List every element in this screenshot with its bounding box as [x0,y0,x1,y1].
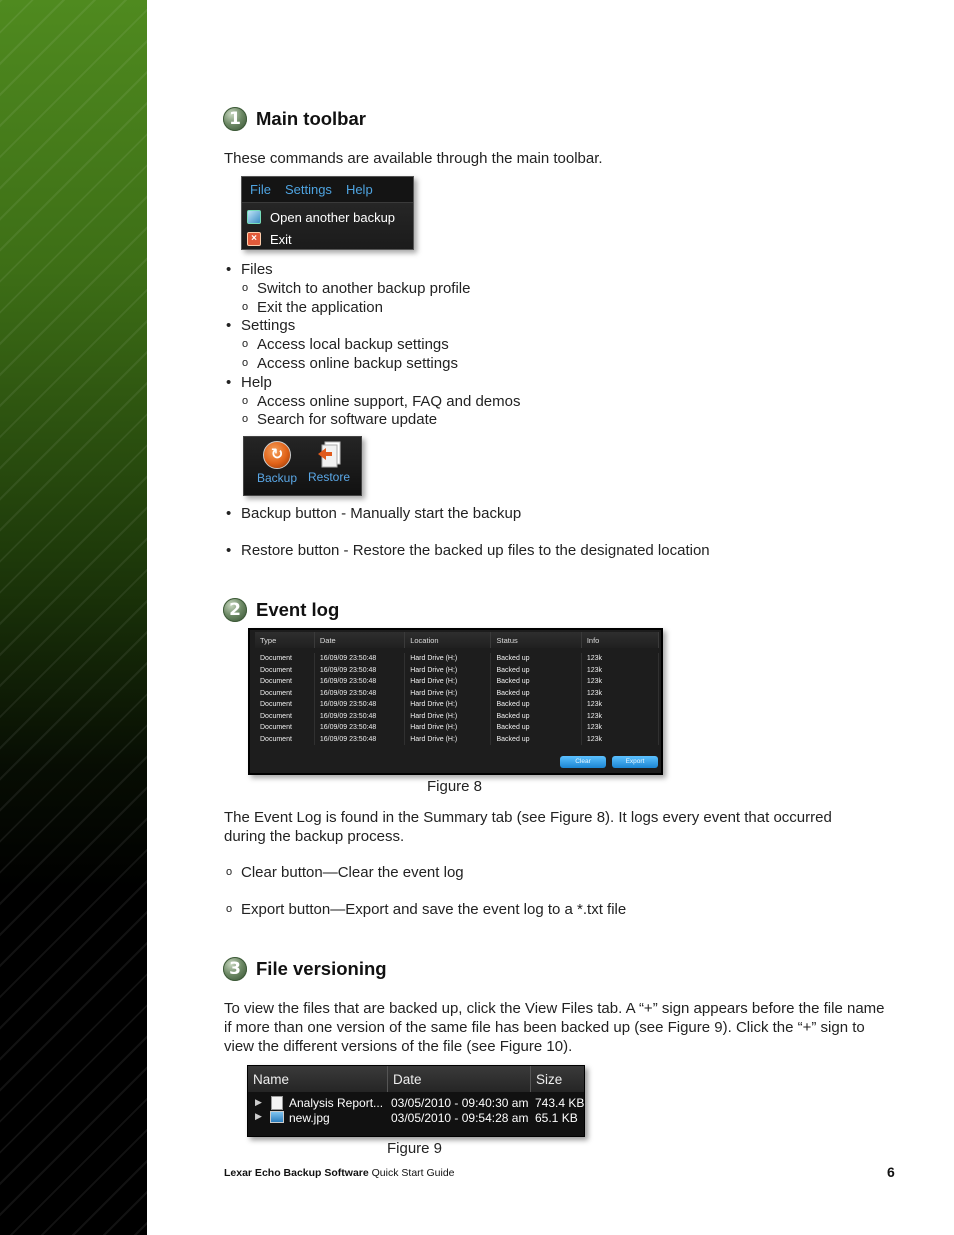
event-log-body [255,648,659,745]
section-title: Event log [256,599,340,620]
list-item: o Access online support, FAQ and demos [224,393,520,412]
file-date: 03/05/2010 - 09:40:30 am [391,1096,529,1110]
table-row[interactable] [255,699,659,711]
table-cell: Backed up [491,711,581,723]
table-cell: Hard Drive (H:) [405,688,491,700]
section-title: File versioning [256,958,387,979]
table-cell: Document [255,711,314,723]
event-log-table [255,632,659,745]
table-cell: 16/09/09 23:50:48 [314,734,404,746]
file-name: new.jpg [289,1111,330,1125]
table-cell: Hard Drive (H:) [405,665,491,677]
table-row[interactable] [255,653,659,665]
table-cell: Hard Drive (H:) [405,653,491,665]
table-cell: 123k [581,734,658,746]
table-cell: 123k [581,688,658,700]
table-row[interactable] [255,722,659,734]
list-item: o Switch to another backup profile [224,280,520,299]
menu-help[interactable]: Help [345,182,373,197]
table-cell: Backed up [491,734,581,746]
list-item: • Backup button - Manually start the backup [224,505,521,524]
table-cell: Backed up [491,653,581,665]
table-cell: Document [255,699,314,711]
table-cell: 123k [581,711,658,723]
table-cell: Hard Drive (H:) [405,722,491,734]
table-cell: 16/09/09 23:50:48 [314,711,404,723]
event-log-screenshot [248,628,663,775]
list-item: • Files [224,261,520,280]
list-item: • Settings [224,317,520,336]
image-icon [270,1111,284,1123]
number-3-icon: 3 [223,957,247,981]
page-number: 6 [887,1164,895,1180]
event-log-buttons-list [224,864,464,883]
number-2-icon: 2 [223,598,247,622]
section-title: Main toolbar [256,108,366,129]
figure-8-caption: Figure 8 [427,778,483,795]
list-item: o Search for software update [224,411,520,430]
list-item: • Help [224,374,520,393]
table-cell: 123k [581,722,658,734]
table-cell: 16/09/09 23:50:48 [314,653,404,665]
menu-screenshot [241,176,414,250]
table-cell: Document [255,734,314,746]
table-cell: 123k [581,665,658,677]
restore-icon [317,441,341,468]
table-cell: 16/09/09 23:50:48 [314,688,404,700]
list-item: o Access local backup settings [224,336,520,355]
backup-icon: ↻ [263,441,291,469]
footer-title [224,1167,455,1179]
col-header-status[interactable]: Status [491,632,581,648]
document-icon [271,1096,283,1110]
table-cell: 123k [581,699,658,711]
table-cell: 16/09/09 23:50:48 [314,665,404,677]
restore-button[interactable] [303,441,355,484]
footer-product: Lexar Echo Backup Software [224,1167,369,1179]
decorative-sidebar [0,0,147,1235]
table-cell: 16/09/09 23:50:48 [314,676,404,688]
expand-arrow-icon[interactable]: ▶ [255,1097,262,1107]
toolbar-buttons-screenshot [243,436,362,496]
list-item: o Exit the application [224,299,520,318]
export-button[interactable]: Export [612,756,658,768]
file-date: 03/05/2010 - 09:54:28 am [391,1111,529,1125]
menu-bar [242,177,413,203]
col-header-info[interactable]: Info [581,632,658,648]
toolbar-buttons-list [224,505,521,524]
table-cell: Hard Drive (H:) [405,711,491,723]
restore-label: Restore [307,470,351,484]
table-cell: 16/09/09 23:50:48 [314,699,404,711]
toolbar-buttons-list-2 [224,542,710,561]
section-heading-event-log [223,598,339,622]
col-header-date[interactable]: Date [314,632,404,648]
file-versioning-description: To view the files that are backed up, click the View Files tab. A “+” sign appears before the file name if more than one version of the same file has been backed up (see Figure 9). Click the “+” sign to view the different versions of the file (see Figure 10). [224,1000,885,1055]
exit-icon: × [247,232,261,246]
table-row[interactable] [255,665,659,677]
col-header-name[interactable]: Name [248,1066,388,1092]
list-item: • Restore button - Restore the backed up files to the designated location [224,542,710,561]
clear-button[interactable]: Clear [560,756,606,768]
table-cell: 16/09/09 23:50:48 [314,722,404,734]
table-cell: Hard Drive (H:) [405,676,491,688]
menu-file[interactable]: File [250,182,271,197]
table-row[interactable] [255,711,659,723]
col-header-type[interactable]: Type [255,632,314,648]
backup-button[interactable] [251,441,303,485]
event-log-buttons-list-2 [224,901,626,920]
section-heading-main-toolbar [223,107,366,131]
table-cell: Backed up [491,676,581,688]
col-header-location[interactable]: Location [405,632,491,648]
table-cell: Hard Drive (H:) [405,734,491,746]
menu-item-open-another-backup[interactable] [242,206,413,228]
table-cell: Backed up [491,688,581,700]
list-item: o Export button—Export and save the event log to a *.txt file [224,901,626,920]
menu-item-label: Exit [270,231,292,247]
menu-item-exit[interactable] [242,228,413,250]
list-item: o Access online backup settings [224,355,520,374]
table-cell: 123k [581,653,658,665]
table-cell: Document [255,688,314,700]
table-cell: Hard Drive (H:) [405,699,491,711]
open-backup-icon [247,210,261,224]
list-item: o Clear button—Clear the event log [224,864,464,883]
table-cell: Backed up [491,665,581,677]
expand-arrow-icon[interactable]: ▶ [255,1111,262,1121]
menu-item-label: Open another backup [270,209,396,225]
event-log-description: The Event Log is found in the Summary tab (see Figure 8). It logs every event that occurred during the backup process. [224,809,832,845]
number-1-icon: 1 [223,107,247,131]
table-cell: Document [255,653,314,665]
table-cell: Backed up [491,722,581,734]
file-size: 65.1 KB [535,1111,578,1125]
file-list-screenshot [247,1065,585,1137]
section-intro: These commands are available through the main toolbar. [224,150,603,167]
toolbar-menu-list [224,261,520,430]
table-cell: Document [255,722,314,734]
figure-9-caption: Figure 9 [387,1140,443,1157]
section-heading-file-versioning [223,957,387,981]
table-cell: Backed up [491,699,581,711]
file-size: 743.4 KB [535,1096,585,1110]
file-name: Analysis Report... [289,1096,384,1110]
col-header-size[interactable]: Size [531,1066,584,1092]
table-row[interactable] [255,734,659,746]
table-header-row [255,632,659,648]
table-row[interactable] [255,688,659,700]
menu-settings[interactable]: Settings [284,182,332,197]
table-row[interactable] [255,676,659,688]
footer-guide: Quick Start Guide [368,1167,455,1179]
table-cell: 123k [581,676,658,688]
col-header-date[interactable]: Date [388,1066,531,1092]
backup-label: Backup [256,471,298,485]
table-cell: Document [255,676,314,688]
table-cell: Document [255,665,314,677]
